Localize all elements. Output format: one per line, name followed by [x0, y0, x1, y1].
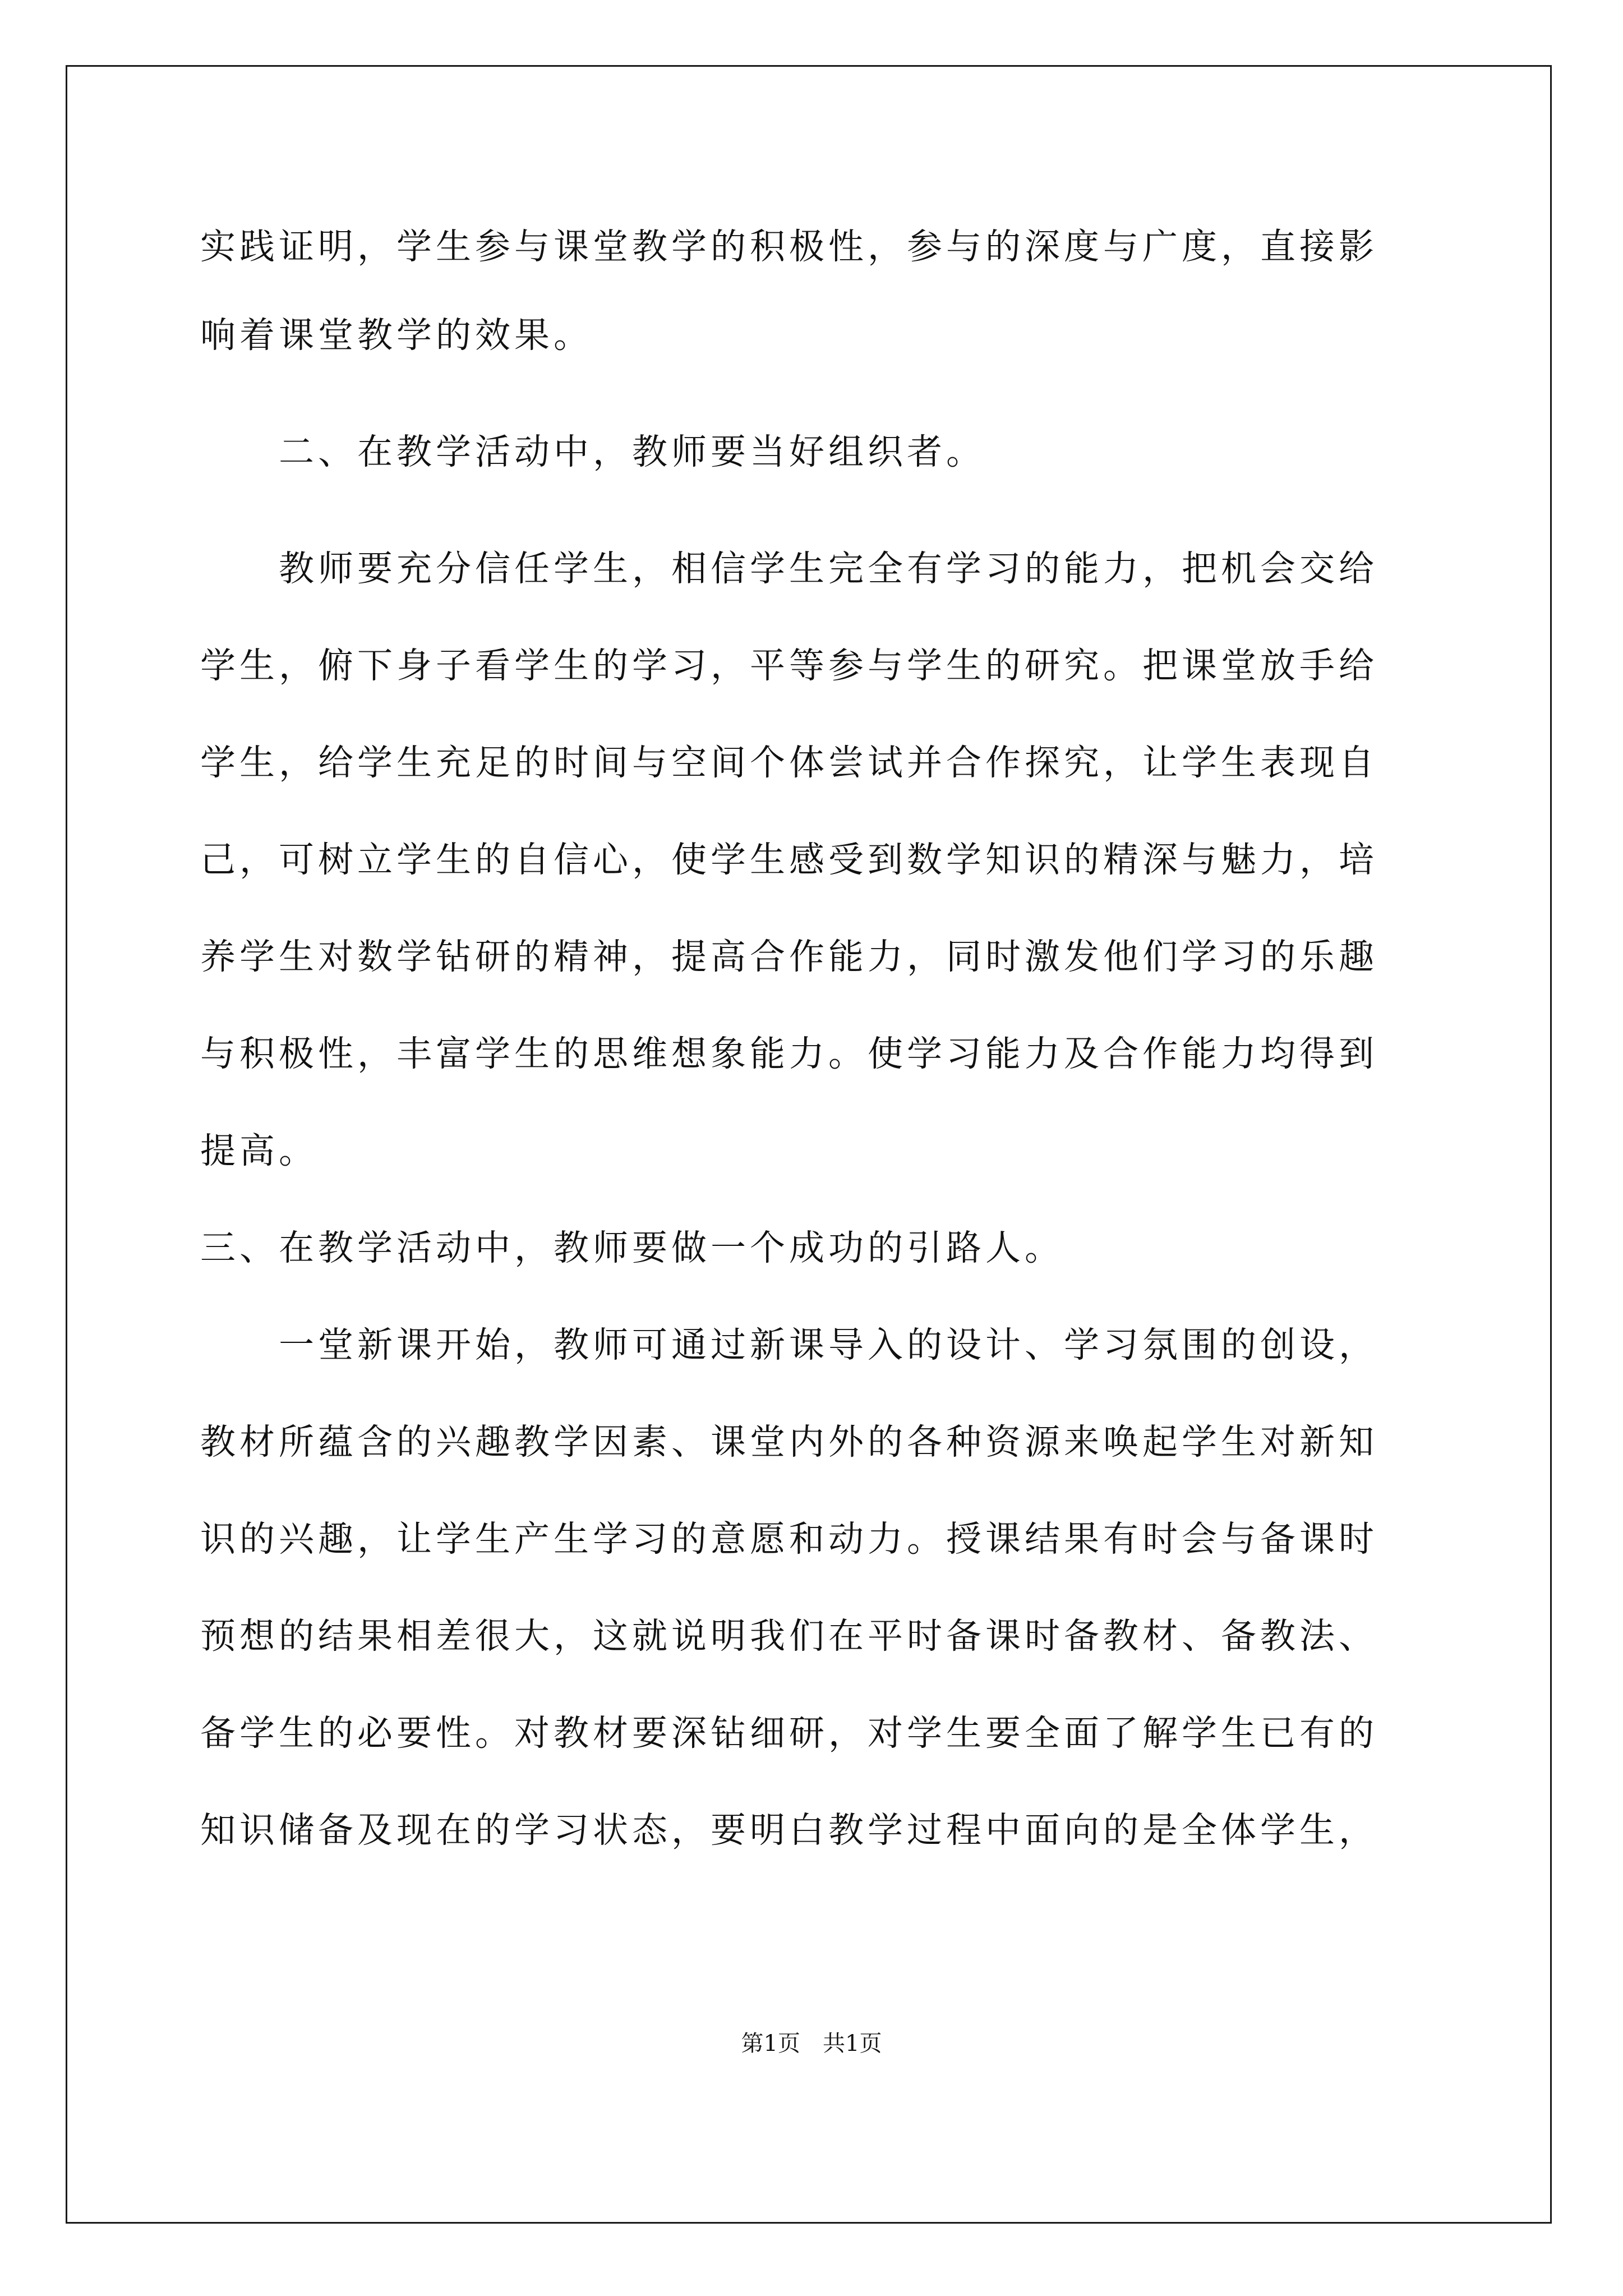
page-number-footer: 第1页 共1页: [741, 2031, 882, 2056]
body-line: 己，可树立学生的自信心，使学生感受到数学知识的精深与魅力，培: [200, 839, 1378, 880]
body-line: 响着课堂教学的效果。: [200, 315, 593, 356]
body-line: 预想的结果相差很大，这就说明我们在平时备课时备教材、备教法、: [200, 1616, 1378, 1657]
body-line: 一堂新课开始，教师可通过新课导入的设计、学习氛围的创设，: [200, 1324, 1378, 1365]
body-line: 知识储备及现在的学习状态，要明白教学过程中面向的是全体学生，: [200, 1810, 1378, 1851]
body-line: 实践证明，学生参与课堂教学的积极性，参与的深度与广度，直接影: [200, 226, 1378, 267]
section-heading: 三、在教学活动中，教师要做一个成功的引路人。: [200, 1227, 1064, 1268]
body-line: 学生，给学生充足的时间与空间个体尝试并合作探究，让学生表现自: [200, 742, 1378, 783]
body-line: 教材所蕴含的兴趣教学因素、课堂内外的各种资源来唤起学生对新知: [200, 1421, 1378, 1462]
section-heading: 二、在教学活动中，教师要当好组织者。: [200, 431, 985, 472]
body-line: 教师要充分信任学生，相信学生完全有学习的能力，把机会交给: [200, 548, 1378, 589]
body-line: 识的兴趣，让学生产生学习的意愿和动力。授课结果有时会与备课时: [200, 1519, 1378, 1559]
body-line: 提高。: [200, 1130, 318, 1171]
body-line: 学生，俯下身子看学生的学习，平等参与学生的研究。把课堂放手给: [200, 645, 1378, 686]
body-line: 备学生的必要性。对教材要深钻细研，对学生要全面了解学生已有的: [200, 1713, 1378, 1754]
body-line: 养学生对数学钻研的精神，提高合作能力，同时激发他们学习的乐趣: [200, 936, 1378, 977]
body-line: 与积极性，丰富学生的思维想象能力。使学习能力及合作能力均得到: [200, 1033, 1378, 1074]
